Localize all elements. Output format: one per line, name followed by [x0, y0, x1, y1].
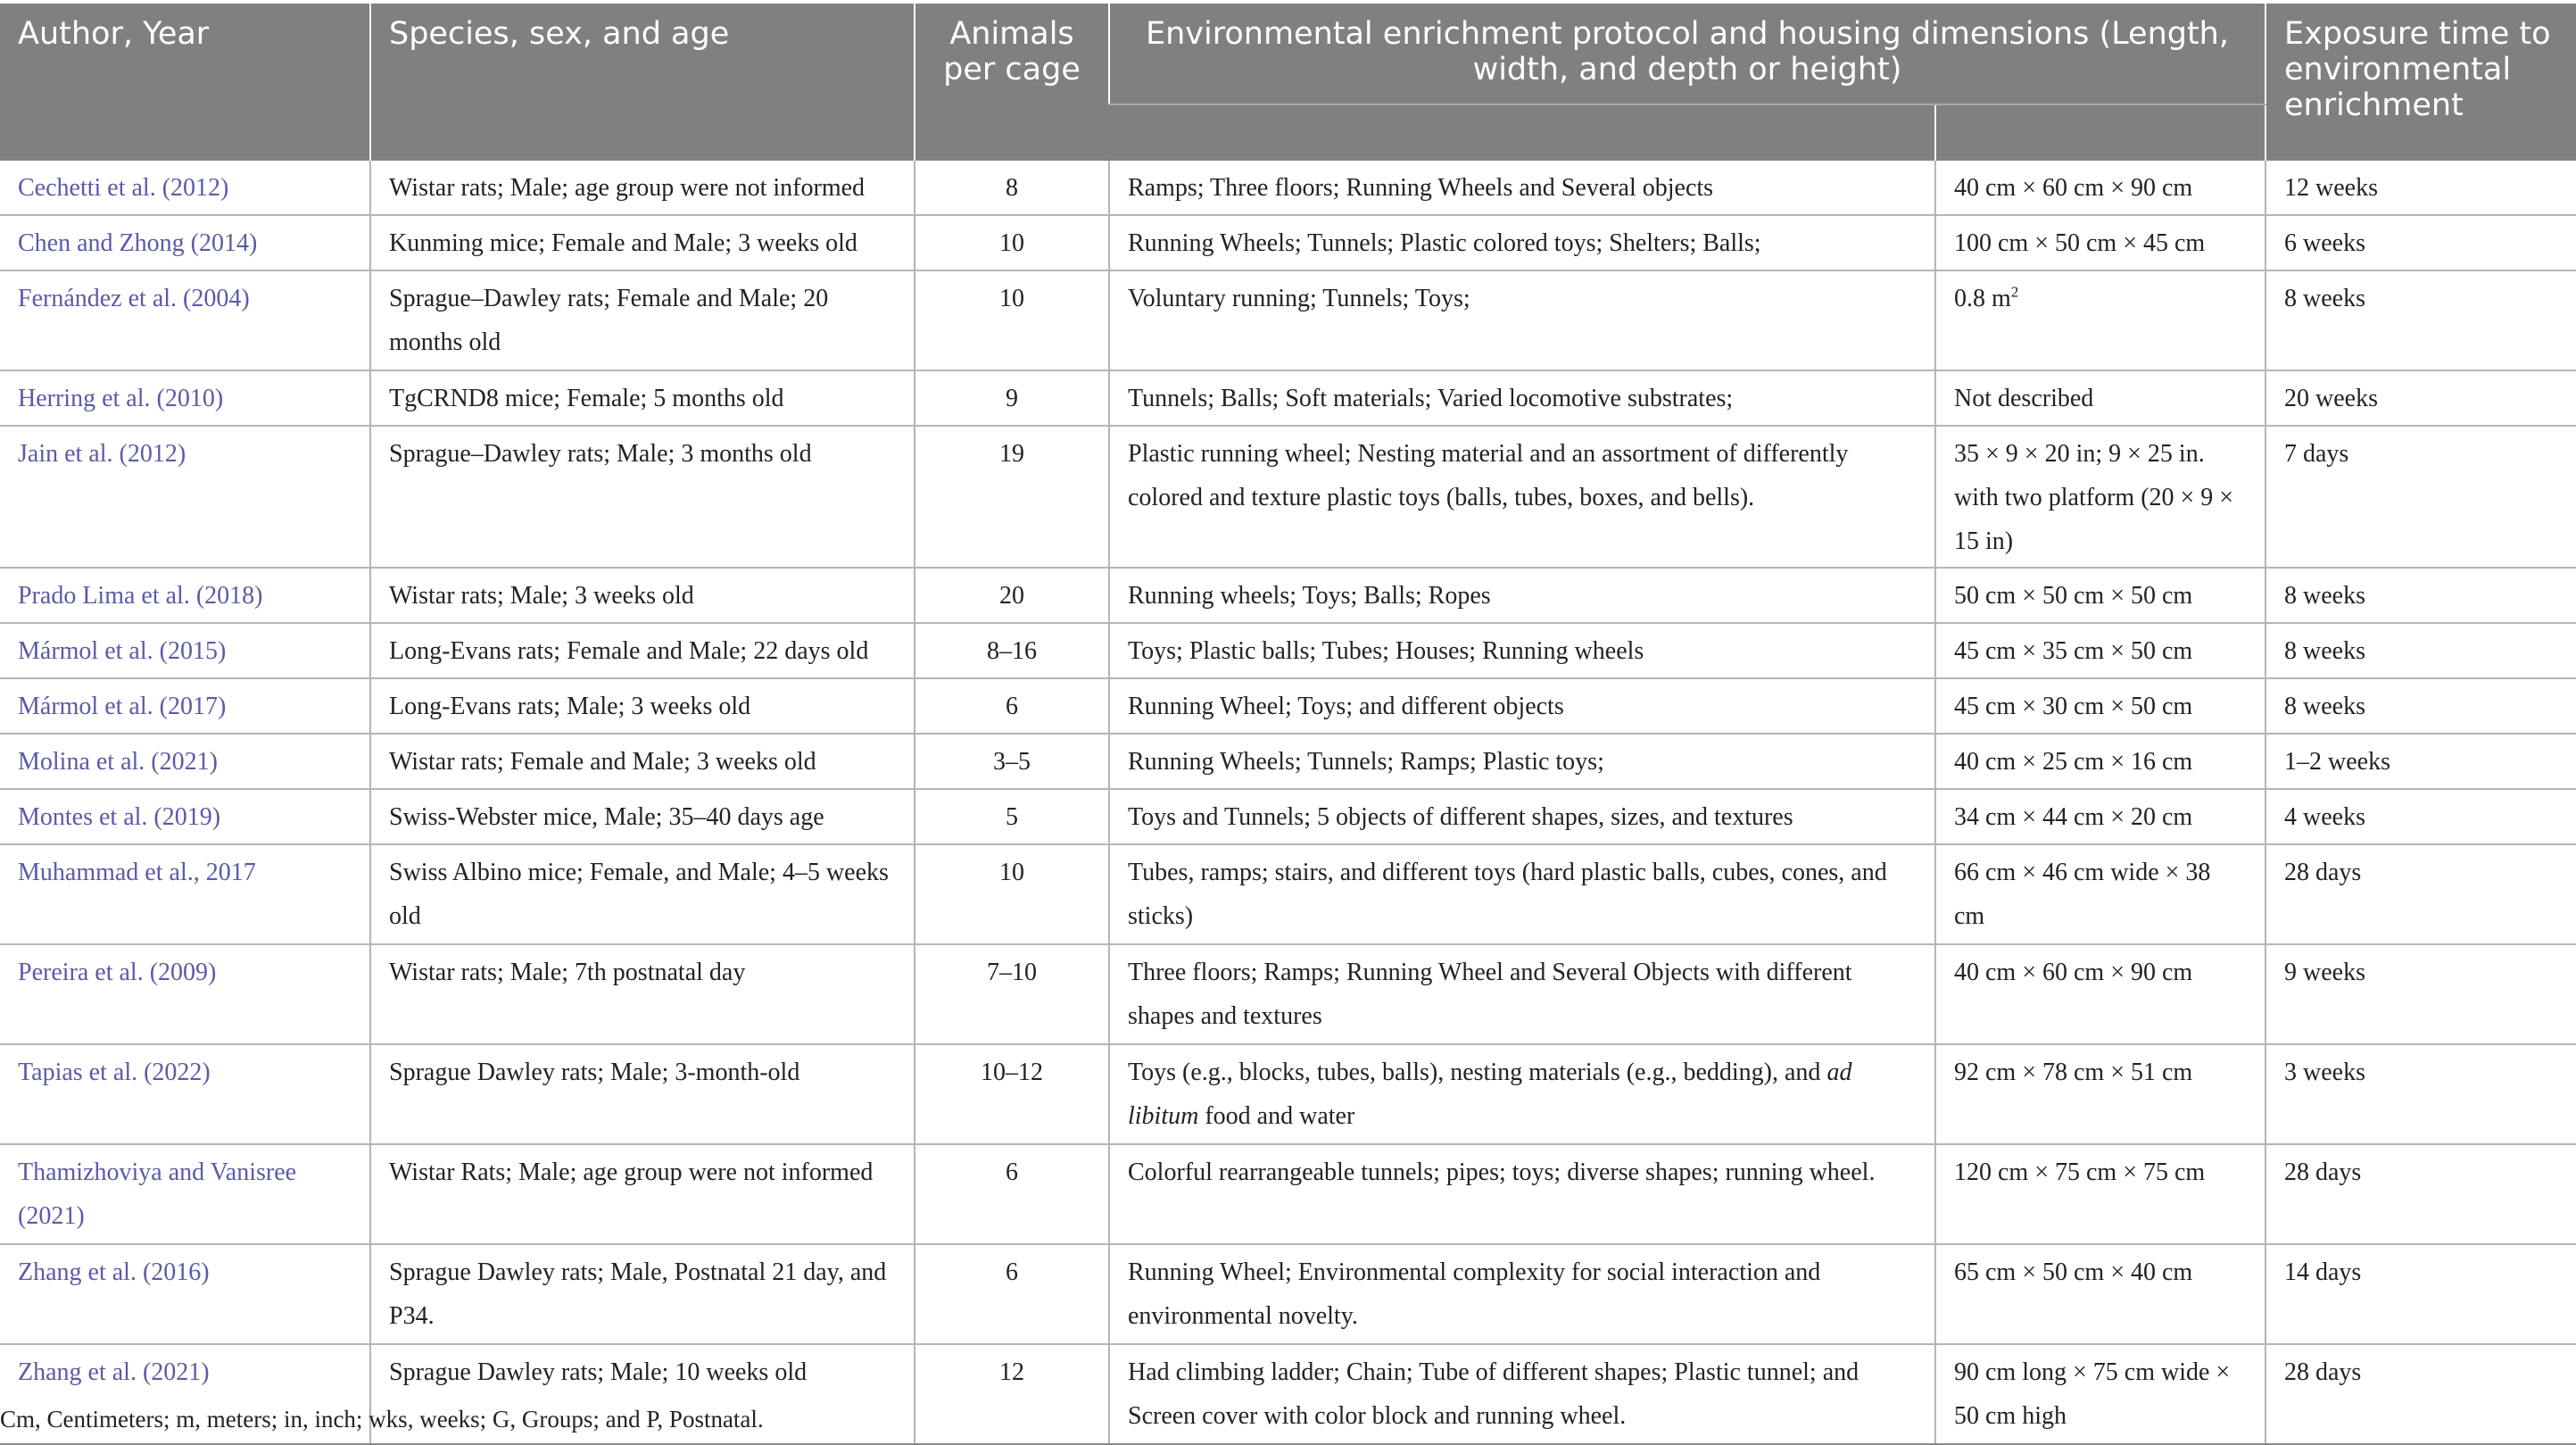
protocol-cell: Running Wheels; Tunnels; Ramps; Plastic toys; — [1109, 734, 1935, 789]
species-cell: Sprague–Dawley rats; Male; 3 months old — [370, 426, 915, 568]
protocol-cell: Running Wheel; Environmental complexity for social interaction and environmental novelty. — [1109, 1244, 1935, 1344]
protocol-italic-text: ad libitum — [1128, 1059, 1852, 1130]
animals-cell: 10 — [915, 270, 1109, 370]
animals-cell: 6 — [915, 1144, 1109, 1244]
author-link[interactable]: Zhang et al. (2021) — [0, 1344, 370, 1444]
animals-cell: 5 — [915, 789, 1109, 844]
author-link[interactable]: Cechetti et al. (2012) — [0, 161, 370, 215]
dimensions-text: 0.8 m — [1954, 285, 2011, 312]
species-cell: Sprague–Dawley rats; Female and Male; 20 months old — [370, 270, 915, 370]
author-link[interactable]: Tapias et al. (2022) — [0, 1044, 370, 1144]
dimensions-cell: 35 × 9 × 20 in; 9 × 25 in. with two platform (20 × 9 × 15 in) — [1935, 426, 2265, 568]
species-cell: Wistar rats; Male; 7th postnatal day — [370, 944, 915, 1044]
author-link[interactable]: Mármol et al. (2017) — [0, 678, 370, 734]
dimensions-cell: 50 cm × 50 cm × 50 cm — [1935, 568, 2265, 623]
table-row — [0, 678, 2576, 734]
table-row — [0, 161, 2576, 215]
dimensions-cell: 40 cm × 60 cm × 90 cm — [1935, 161, 2265, 215]
protocol-cell: Voluntary running; Tunnels; Toys; — [1109, 270, 1935, 370]
author-link[interactable]: Muhammad et al., 2017 — [0, 844, 370, 944]
author-link[interactable]: Zhang et al. (2016) — [0, 1244, 370, 1344]
exposure-cell: 9 weeks — [2265, 944, 2576, 1044]
animals-cell: 8 — [915, 161, 1109, 215]
table-row — [0, 1044, 2576, 1144]
dimensions-cell: Not described — [1935, 370, 2265, 426]
dimensions-cell: 34 cm × 44 cm × 20 cm — [1935, 789, 2265, 844]
dimensions-cell: 66 cm × 46 cm wide × 38 cm — [1935, 844, 2265, 944]
author-link[interactable]: Jain et al. (2012) — [0, 426, 370, 568]
protocol-cell: Ramps; Three floors; Running Wheels and Several objects — [1109, 161, 1935, 215]
author-link[interactable]: Herring et al. (2010) — [0, 370, 370, 426]
header-protocol-sub — [1109, 104, 1935, 161]
exposure-cell: 4 weeks — [2265, 789, 2576, 844]
species-cell: Long-Evans rats; Female and Male; 22 days old — [370, 623, 915, 678]
table-row — [0, 1144, 2576, 1244]
protocol-cell: Three floors; Ramps; Running Wheel and Several Objects with different shapes and textures — [1109, 944, 1935, 1044]
exposure-cell: 14 days — [2265, 1244, 2576, 1344]
dimensions-cell: 45 cm × 30 cm × 50 cm — [1935, 678, 2265, 734]
exposure-cell: 8 weeks — [2265, 270, 2576, 370]
table-row — [0, 844, 2576, 944]
dimensions-cell: 92 cm × 78 cm × 51 cm — [1935, 1044, 2265, 1144]
animals-cell: 12 — [915, 1344, 1109, 1444]
table-row — [0, 944, 2576, 1044]
animals-cell: 19 — [915, 426, 1109, 568]
animals-cell: 7–10 — [915, 944, 1109, 1044]
protocol-cell: Colorful rearrangeable tunnels; pipes; toys; diverse shapes; running wheel. — [1109, 1144, 1935, 1244]
table-row — [0, 789, 2576, 844]
header-animals: Animals per cage — [915, 4, 1109, 161]
author-link[interactable]: Pereira et al. (2009) — [0, 944, 370, 1044]
animals-cell: 8–16 — [915, 623, 1109, 678]
animals-cell: 3–5 — [915, 734, 1109, 789]
author-link[interactable]: Prado Lima et al. (2018) — [0, 568, 370, 623]
protocol-cell — [1109, 1044, 1935, 1144]
protocol-cell: Running wheels; Toys; Balls; Ropes — [1109, 568, 1935, 623]
table-row — [0, 734, 2576, 789]
protocol-cell: Running Wheel; Toys; and different objects — [1109, 678, 1935, 734]
animals-cell: 10 — [915, 844, 1109, 944]
exposure-cell: 1–2 weeks — [2265, 734, 2576, 789]
exposure-cell: 8 weeks — [2265, 623, 2576, 678]
table-row — [0, 568, 2576, 623]
species-cell: Sprague Dawley rats; Male, Postnatal 21 day, and P34. — [370, 1244, 915, 1344]
species-cell: Wistar rats; Male; 3 weeks old — [370, 568, 915, 623]
header-species: Species, sex, and age — [370, 4, 915, 161]
dimensions-cell: 120 cm × 75 cm × 75 cm — [1935, 1144, 2265, 1244]
dimensions-cell: 65 cm × 50 cm × 40 cm — [1935, 1244, 2265, 1344]
header-author: Author, Year — [0, 4, 370, 161]
header-exposure: Exposure time to environmental enrichment — [2265, 4, 2576, 161]
author-link[interactable]: Thamizhoviya and Vanisree (2021) — [0, 1144, 370, 1244]
exposure-cell: 3 weeks — [2265, 1044, 2576, 1144]
header-dimensions-sub — [1935, 104, 2265, 161]
animals-cell: 20 — [915, 568, 1109, 623]
exposure-cell: 7 days — [2265, 426, 2576, 568]
author-link[interactable]: Chen and Zhong (2014) — [0, 215, 370, 270]
table-row — [0, 270, 2576, 370]
exposure-cell: 28 days — [2265, 844, 2576, 944]
dimensions-cell — [1935, 270, 2265, 370]
table-body — [0, 161, 2576, 1444]
table-row — [0, 623, 2576, 678]
enrichment-table — [0, 4, 2576, 1445]
exposure-cell: 20 weeks — [2265, 370, 2576, 426]
author-link[interactable]: Mármol et al. (2015) — [0, 623, 370, 678]
exposure-cell: 8 weeks — [2265, 568, 2576, 623]
species-cell: Wistar rats; Female and Male; 3 weeks old — [370, 734, 915, 789]
protocol-cell: Had climbing ladder; Chain; Tube of different shapes; Plastic tunnel; and Screen cover with color block and running wheel. — [1109, 1344, 1935, 1444]
author-link[interactable]: Montes et al. (2019) — [0, 789, 370, 844]
species-cell: Sprague Dawley rats; Male; 3-month-old — [370, 1044, 915, 1144]
protocol-cell: Running Wheels; Tunnels; Plastic colored toys; Shelters; Balls; — [1109, 215, 1935, 270]
dimensions-cell: 100 cm × 50 cm × 45 cm — [1935, 215, 2265, 270]
species-cell: Wistar rats; Male; age group were not informed — [370, 161, 915, 215]
header-environment: Environmental enrichment protocol and housing dimensions (Length, width, and depth or height) — [1109, 4, 2265, 104]
author-link[interactable]: Fernández et al. (2004) — [0, 270, 370, 370]
species-cell: Swiss Albino mice; Female, and Male; 4–5 weeks old — [370, 844, 915, 944]
animals-cell: 6 — [915, 1244, 1109, 1344]
table-container — [0, 4, 2576, 1445]
protocol-cell: Tunnels; Balls; Soft materials; Varied locomotive substrates; — [1109, 370, 1935, 426]
protocol-cell: Tubes, ramps; stairs, and different toys (hard plastic balls, cubes, cones, and sticks) — [1109, 844, 1935, 944]
species-cell: Swiss-Webster mice, Male; 35–40 days age — [370, 789, 915, 844]
species-cell: Long-Evans rats; Male; 3 weeks old — [370, 678, 915, 734]
species-cell: Kunming mice; Female and Male; 3 weeks old — [370, 215, 915, 270]
animals-cell: 9 — [915, 370, 1109, 426]
protocol-cell: Toys; Plastic balls; Tubes; Houses; Running wheels — [1109, 623, 1935, 678]
dimensions-cell: 90 cm long × 75 cm wide × 50 cm high — [1935, 1344, 2265, 1444]
dimensions-cell: 45 cm × 35 cm × 50 cm — [1935, 623, 2265, 678]
protocol-tail-text: food and water — [1198, 1102, 1355, 1130]
species-cell: TgCRND8 mice; Female; 5 months old — [370, 370, 915, 426]
species-cell: Wistar Rats; Male; age group were not informed — [370, 1144, 915, 1244]
table-footnote: Cm, Centimeters; m, meters; in, inch; wks, weeks; G, Groups; and P, Postnatal. — [0, 1406, 764, 1433]
exposure-cell: 12 weeks — [2265, 161, 2576, 215]
exposure-cell: 28 days — [2265, 1344, 2576, 1444]
dimensions-cell: 40 cm × 25 cm × 16 cm — [1935, 734, 2265, 789]
exposure-cell: 8 weeks — [2265, 678, 2576, 734]
animals-cell: 10 — [915, 215, 1109, 270]
table-row — [0, 215, 2576, 270]
animals-cell: 10–12 — [915, 1044, 1109, 1144]
exposure-cell: 6 weeks — [2265, 215, 2576, 270]
exposure-cell: 28 days — [2265, 1144, 2576, 1244]
dimensions-cell: 40 cm × 60 cm × 90 cm — [1935, 944, 2265, 1044]
author-link[interactable]: Molina et al. (2021) — [0, 734, 370, 789]
protocol-cell: Toys and Tunnels; 5 objects of different shapes, sizes, and textures — [1109, 789, 1935, 844]
table-header — [0, 4, 2576, 161]
table-row — [0, 370, 2576, 426]
animals-cell: 6 — [915, 678, 1109, 734]
species-cell: Sprague Dawley rats; Male; 10 weeks old — [370, 1344, 915, 1444]
table-row — [0, 1244, 2576, 1344]
dimensions-superscript: 2 — [2010, 283, 2019, 301]
protocol-text: Toys (e.g., blocks, tubes, balls), nesting materials (e.g., bedding), and — [1128, 1059, 1821, 1086]
protocol-cell: Plastic running wheel; Nesting material and an assortment of differently colored and texture plastic toys (balls, tubes, boxes, and bells). — [1109, 426, 1935, 568]
table-row — [0, 426, 2576, 568]
